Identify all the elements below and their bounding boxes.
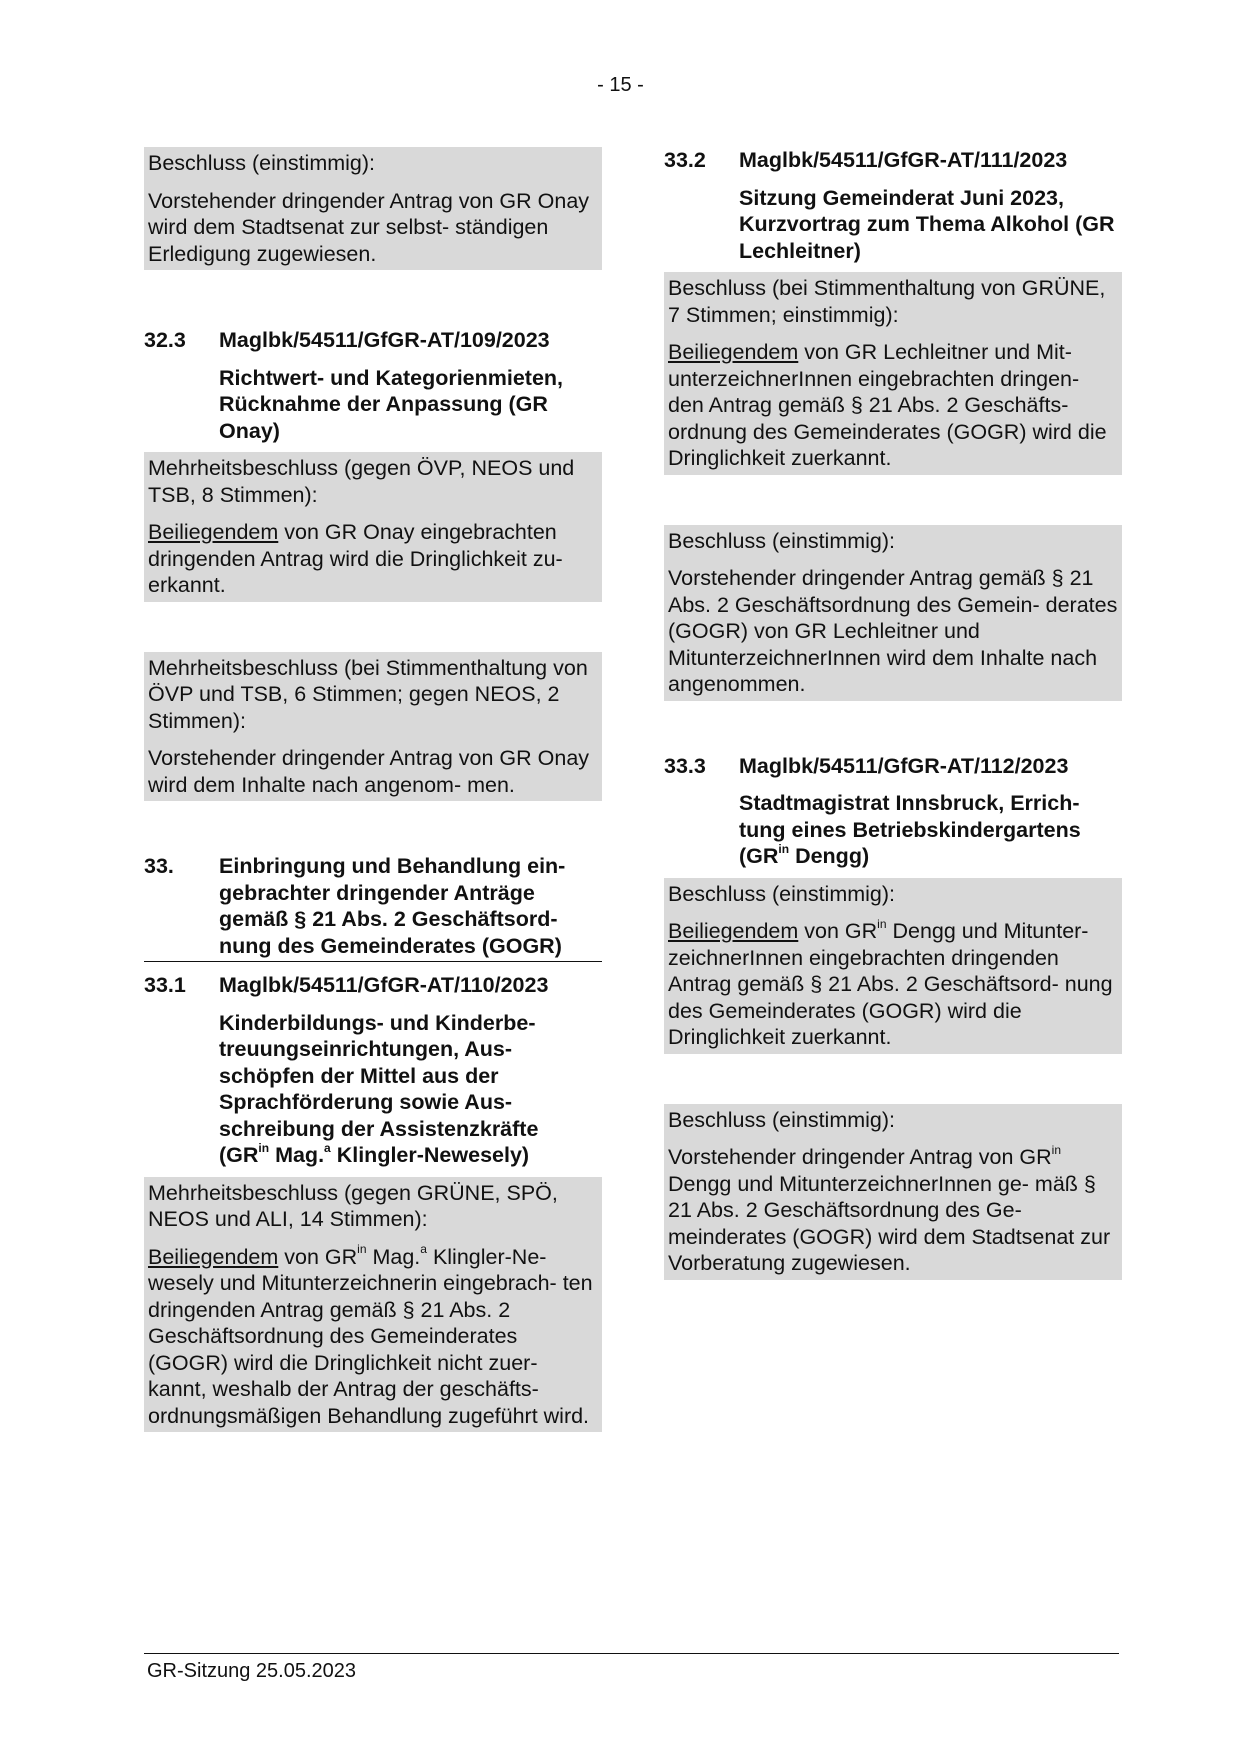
decision-label: Mehrheitsbeschluss (gegen GRÜNE, SPÖ, NEOS und ALI, 14 Stimmen): [148, 1180, 558, 1231]
item-number: 33. [144, 854, 174, 878]
agenda-item-33 [144, 853, 602, 962]
decision-text: Beiliegendem von GR Onay eingebrachten dringenden Antrag wird die Dringlichkeit zu- erkannt. [148, 520, 563, 597]
decision-label: Mehrheitsbeschluss (gegen ÖVP, NEOS und TSB, 8 Stimmen): [148, 456, 575, 507]
decision-box [664, 272, 1122, 475]
item-reference: Maglbk/54511/GfGR-AT/111/2023 [739, 148, 1068, 172]
decision-label: Beschluss (einstimmig): [668, 881, 895, 906]
decision-box [664, 525, 1122, 701]
underlined-word: Beiliegendem [148, 520, 279, 544]
item-title: Kinderbildungs- und Kinderbe- treuungseinrichtungen, Aus- schöpfen der Mittel aus der Sprachförderung sowie Aus- schreibung der Assistenzkräfte ($GR^{in}$ Mag.$^a$ Klingler-Newesely) [219, 1010, 539, 1167]
underlined-word: Beiliegendem [148, 1244, 279, 1269]
decision-label: Beschluss (einstimmig): [668, 1107, 895, 1132]
agenda-item-32-3 [144, 327, 602, 444]
decision-label: Mehrheitsbeschluss (bei Stimmenthaltung von ÖVP und TSB, 6 Stimmen; gegen NEOS, 2 Stimmen): [148, 655, 588, 733]
agenda-item-33-2 [664, 147, 1122, 264]
decision-box [144, 652, 602, 802]
underlined-word: Beiliegendem [668, 340, 799, 364]
decision-label: Beschluss (einstimmig): [668, 528, 895, 553]
decision-label: Beschluss (bei Stimmenthaltung von GRÜNE, 7 Stimmen; einstimmig): [668, 276, 1106, 327]
item-title: Sitzung Gemeinderat Juni 2023, Kurzvortrag zum Thema Alkohol (GR Lechleitner) [739, 185, 1115, 263]
footer-text: GR-Sitzung 25.05.2023 [147, 1660, 357, 1682]
footer-divider [144, 1653, 1119, 1654]
item-title: Stadtmagistrat Innsbruck, Errich- tung eines Betriebskindergartens ($GR^{in}$ Dengg) [739, 791, 1081, 868]
item-number: 33.3 [664, 753, 706, 778]
decision-box [144, 147, 602, 270]
decision-box [144, 452, 602, 602]
underlined-word: Beiliegendem [668, 919, 799, 943]
item-number: 33.2 [664, 148, 706, 172]
page-number: - 15 - [597, 74, 644, 96]
decision-text: Beiliegendem von $GR^{in}$ Dengg und Mitunter- zeichnerInnen eingebrachten dringenden Antrag gemäß § 21 Abs. 2 Geschäftsord- nung des Gemeinderates (GOGR) wird die Dringlichkeit zuerkannt. [668, 916, 1113, 1049]
item-reference: Maglbk/54511/GfGR-AT/112/2023 [739, 753, 1069, 778]
decision-box [144, 1177, 602, 1433]
decision-box [664, 1104, 1122, 1280]
item-number: 32.3 [144, 328, 186, 352]
right-column [664, 147, 1122, 1280]
left-column [144, 147, 602, 1432]
agenda-item-33-3 [664, 753, 1122, 870]
item-reference: Maglbk/54511/GfGR-AT/110/2023 [219, 973, 549, 997]
item-title: Richtwert- und Kategorienmieten, Rücknahme der Anpassung (GR Onay) [219, 365, 564, 443]
decision-text: Vorstehender dringender Antrag gemäß § 21 Abs. 2 Geschäftsordnung des Gemein- derates (GOGR) von GR Lechleitner und MitunterzeichnerInnen wird dem Inhalte nach angenommen. [668, 566, 1118, 696]
decision-text: Vorstehender dringender Antrag von $GR^{in}$ Dengg und MitunterzeichnerInnen ge- mäß § 21 Abs. 2 Geschäftsordnung des Ge- meinderates (GOGR) wird dem Stadtsenat zur Vorberatung zugewiesen. [668, 1142, 1111, 1275]
item-reference: Maglbk/54511/GfGR-AT/109/2023 [219, 328, 550, 352]
item-title: Einbringung und Behandlung ein- gebrachter dringender Anträge gemäß § 21 Abs. 2 Geschäftsord- nung des Gemeinderates (GOGR) [219, 854, 566, 958]
decision-box [664, 878, 1122, 1054]
agenda-item-33-1 [144, 972, 602, 1169]
decision-text: Vorstehender dringender Antrag von GR Onay wird dem Stadtsenat zur selbst- ständigen Erledigung zugewiesen. [148, 188, 590, 266]
item-number: 33.1 [144, 973, 186, 997]
decision-text: Beiliegendem von $GR^{in}$ Mag.$^a$ Klingler-Ne- wesely und Mitunterzeichnerin eingebrach- ten dringenden Antrag gemäß § 21 Abs. 2 Geschäftsordnung des Gemeinderates (GOGR) wird die Dringlichkeit nicht zuer- kannt, weshalb der Antrag der geschäfts- ordnungsmäßigen Behandlung zugeführt wird. [148, 1242, 593, 1428]
decision-label: Beschluss (einstimmig): [148, 151, 375, 175]
decision-text: Vorstehender dringender Antrag von GR Onay wird dem Inhalte nach angenom- men. [148, 746, 590, 797]
decision-text: Beiliegendem von GR Lechleitner und Mit- unterzeichnerInnen eingebrachten dringen- den Antrag gemäß § 21 Abs. 2 Geschäfts- ordnung des Gemeinderates (GOGR) wird die Dringlichkeit zuerkannt. [668, 340, 1107, 470]
